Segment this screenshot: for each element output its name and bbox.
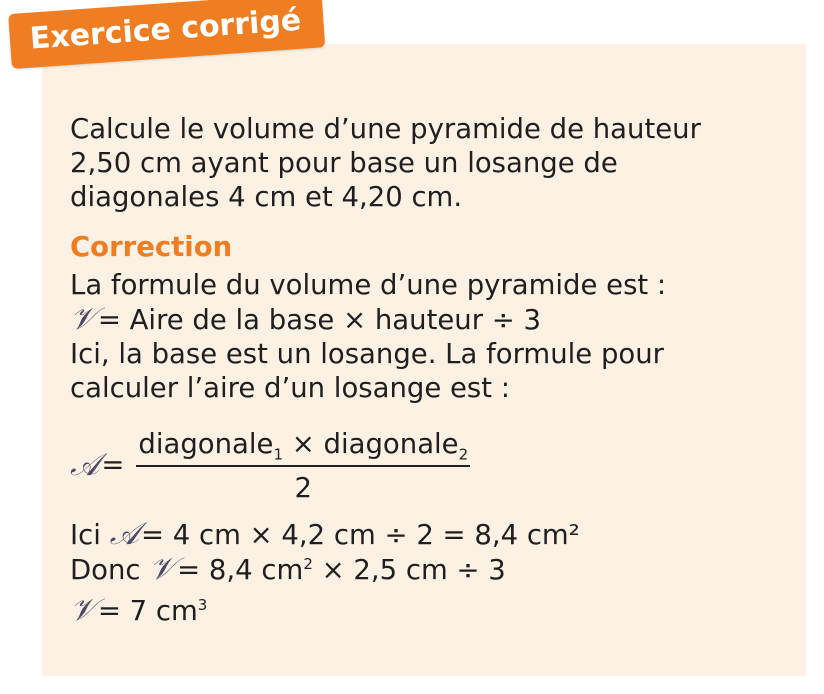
calc-line-2 [70, 552, 770, 587]
base-text-1: Ici, la base est un losange. La formule pour [70, 338, 664, 370]
volume-formula [70, 302, 770, 337]
diagonal-1: diagonale [138, 428, 274, 460]
area-equals: = [101, 449, 125, 481]
fraction-numerator [136, 427, 470, 467]
exercise-content [70, 112, 770, 628]
calc-line-3-text: = 7 cm [97, 595, 198, 627]
correction-heading: Correction [70, 231, 233, 263]
volume-symbol-3: 𝒱 [70, 592, 96, 628]
subscript-2: 2 [458, 445, 469, 464]
volume-symbol-2: 𝒱 [149, 551, 176, 587]
problem-line-3: diagonales 4 cm et 4,20 cm. [70, 181, 463, 213]
volume-symbol: 𝒱 [70, 301, 96, 337]
calc-line-3-sup: 3 [197, 595, 208, 614]
calculations [70, 517, 770, 628]
calc-line-1-prefix: Ici [70, 519, 101, 551]
calc-line-2-end: × 2,5 cm ÷ 3 [321, 554, 506, 586]
problem-line-2: 2,50 cm ayant pour base un losange de [70, 147, 618, 179]
area-symbol: 𝒜 [70, 447, 100, 483]
area-fraction [136, 427, 470, 503]
diagonal-2: diagonale [323, 428, 459, 460]
area-formula [70, 425, 770, 505]
calc-line-1-text: = 4 cm × 4,2 cm ÷ 2 = 8,4 cm² [140, 519, 580, 551]
times-sign: × [283, 428, 324, 460]
formula-intro: La formule du volume d’une pyramide est : [70, 269, 667, 301]
calc-line-3 [70, 593, 770, 628]
calc-line-1 [70, 517, 770, 552]
volume-formula-text: = Aire de la base × hauteur ÷ 3 [97, 304, 542, 336]
fraction-denominator: 2 [294, 472, 313, 504]
area-symbol-2: 𝒜 [109, 516, 139, 552]
problem-line-1: Calcule le volume d’une pyramide de hauteur [70, 113, 701, 145]
calc-line-2-text: = 8,4 cm [177, 554, 304, 586]
subscript-1: 1 [273, 445, 283, 464]
base-text-2: calculer l’aire d’un losange est : [70, 372, 511, 404]
calc-line-2-sup: 2 [303, 554, 313, 573]
exercise-badge: Exercice corrigé [8, 0, 325, 69]
calc-line-2-prefix: Donc [70, 554, 141, 586]
